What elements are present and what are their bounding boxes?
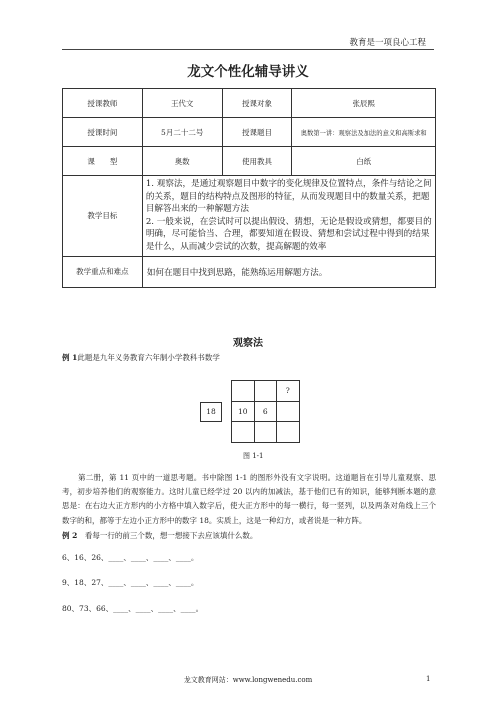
example-2 — [62, 530, 257, 541]
teacher-value: 王代文 — [142, 89, 222, 118]
grid-cell — [277, 422, 300, 443]
grid-cell — [232, 381, 255, 402]
page-title: 龙文个性化辅导讲义 — [187, 64, 309, 80]
grid-cell: 6 — [254, 401, 277, 422]
sequence-line: 6、16、26、____、____、____、____。 — [62, 553, 199, 562]
example-2-text: 看每一行的前三个数，想一想接下去应该填什么数。 — [84, 531, 258, 540]
figure-caption: 图 1-1 — [243, 452, 264, 460]
goals-label: 教学目标 — [63, 176, 143, 257]
example-1 — [62, 352, 220, 363]
sequence-line: 80、73、66、____、____、____、____。 — [62, 604, 204, 613]
goal-item-1: 1. 观察法，是通过观察题目中数字的变化规律及位置特点，条件与结论之间的关系，题目的结构特点及图形的特征，从而发现题目中的数量关系，把题目解答出来的一种解题方法 — [145, 179, 432, 215]
type-label: 课 型 — [63, 147, 143, 176]
time-label: 授课时间 — [63, 118, 143, 147]
example-1-label: 例 1 — [62, 353, 78, 362]
page-header-text: 教育是一项良心工程 — [349, 38, 426, 48]
student-value: 张辰熙 — [292, 89, 436, 118]
header-rule — [62, 49, 434, 50]
page-number: 1 — [426, 675, 431, 683]
focus-value: 如何在题目中找到思路，能熟练运用解题方法。 — [142, 256, 435, 287]
magic-square-grid — [231, 380, 300, 443]
grid-cell — [254, 422, 277, 443]
grid-cell — [277, 401, 300, 422]
type-value: 奥数 — [142, 147, 222, 176]
grid-cell — [254, 381, 277, 402]
teacher-label: 授课教师 — [63, 89, 143, 118]
section-title: 观察法 — [233, 338, 263, 349]
explanation-paragraph: 第二册，第 11 页中的一道思考题。书中除图 1-1 的图形外没有文字说明。这道题旨在引导儿童观察、思考，初步培养他们的观察能力。这时儿童已经学过 20 以内的加减法，基于他们已有的知识，能够判断本题的意思是：在右边大正方形内的小方格中填入数字后，使大正方形中的每一横行，每一竖列，以及两条对角线上三个数字的和，都等于左边小正方形中的数字 18。实质上，这是一种幻方，或者说是一种方阵。 — [62, 473, 436, 525]
goal-item-2: 2. 一般来说，在尝试时可以提出假设、猜想，无论是假设或猜想，都要目的明确，尽可能恰当、合理，都要知道在假设、猜想和尝试过程中得到的结果是什么，从而减少尝试的次数，提高解题的效率 — [145, 216, 432, 252]
tools-label: 使用教具 — [222, 147, 292, 176]
grid-cell: 10 — [232, 401, 255, 422]
student-label: 授课对象 — [222, 89, 292, 118]
focus-label: 教学重点和难点 — [63, 256, 143, 287]
topic-value: 奥数第一讲：观察法及加法的意义和高斯求和 — [292, 118, 436, 147]
grid-cell: ? — [277, 381, 300, 402]
target-sum-box: 18 — [200, 402, 222, 422]
goals-content — [142, 176, 435, 257]
time-value: 5月二十二号 — [142, 118, 222, 147]
lesson-info-table — [62, 88, 436, 288]
topic-label: 授课题目 — [222, 118, 292, 147]
tools-value: 白纸 — [292, 147, 436, 176]
grid-cell — [232, 422, 255, 443]
example-1-text: 此题是九年义务教育六年制小学教科书数学 — [77, 353, 220, 362]
sequence-line: 9、18、27、____、____、____、____。 — [62, 578, 199, 587]
example-2-label: 例 2 — [62, 531, 78, 540]
footer-text: 龙文教育网站：www.longwenedu.com — [183, 676, 313, 684]
